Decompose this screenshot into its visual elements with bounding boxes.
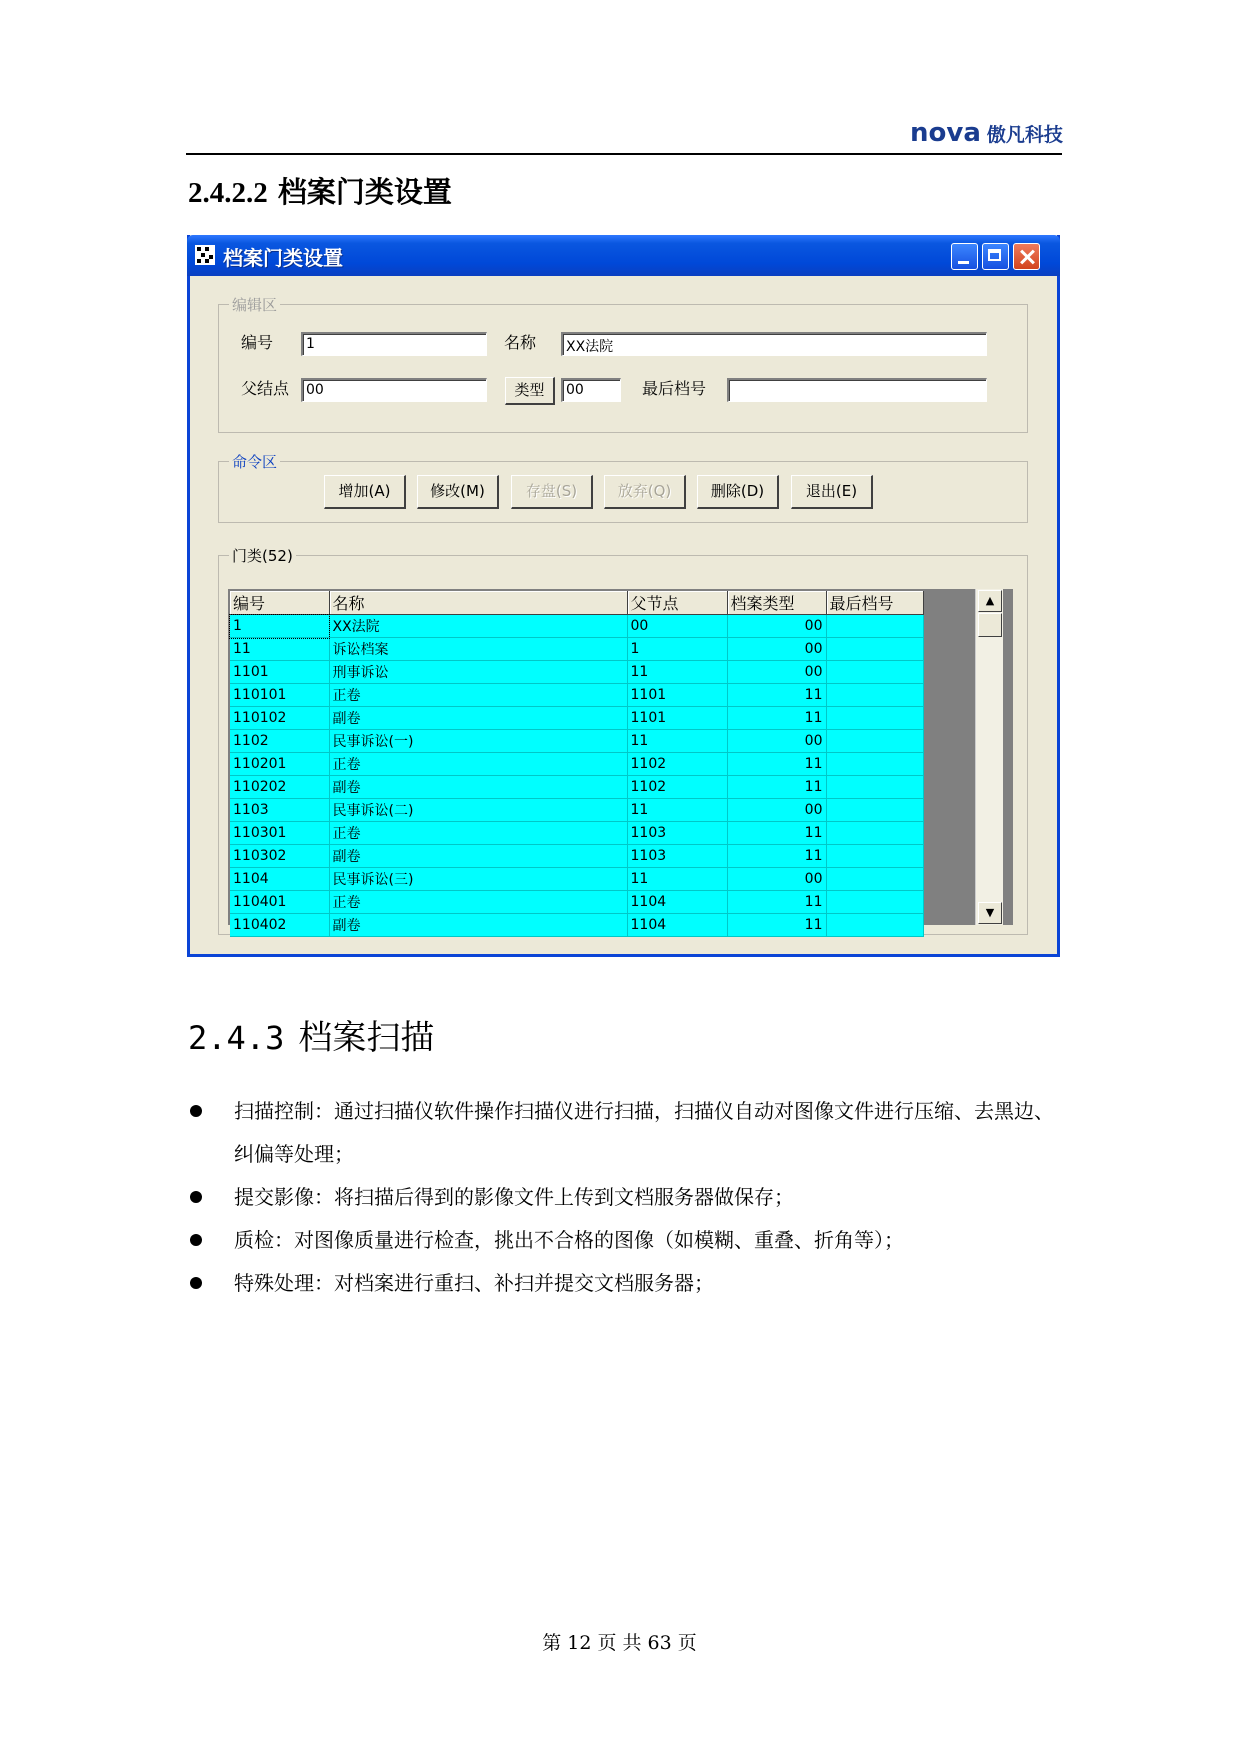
cell-name[interactable]: 副卷	[329, 776, 627, 799]
edit-group-legend: 编辑区	[229, 294, 280, 315]
cell-parent[interactable]: 11	[627, 661, 727, 684]
cell-archive-type[interactable]: 00	[727, 615, 826, 638]
minimize-button[interactable]	[951, 243, 978, 270]
cell-code[interactable]: 110201	[230, 753, 329, 776]
cell-name[interactable]: 民事诉讼(三)	[329, 868, 627, 891]
cell-last-no[interactable]	[826, 799, 923, 822]
cell-last-no[interactable]	[826, 914, 923, 937]
cell-last-no[interactable]	[826, 661, 923, 684]
cell-parent[interactable]: 1103	[627, 845, 727, 868]
grid-scrollbar[interactable]	[975, 589, 1003, 925]
cell-name[interactable]: 副卷	[329, 707, 627, 730]
cell-parent[interactable]: 1103	[627, 822, 727, 845]
cell-archive-type[interactable]: 11	[727, 914, 826, 937]
list-item	[188, 1176, 1068, 1219]
column-header-last-no[interactable]: 最后档号	[826, 591, 923, 615]
cell-archive-type[interactable]: 00	[727, 661, 826, 684]
cell-archive-type[interactable]: 11	[727, 753, 826, 776]
cell-name[interactable]: 民事诉讼(一)	[329, 730, 627, 753]
cell-last-no[interactable]	[826, 707, 923, 730]
bullet-icon	[190, 1234, 202, 1246]
cell-name[interactable]: 正卷	[329, 684, 627, 707]
table-row[interactable]	[230, 730, 923, 753]
cell-parent[interactable]: 1104	[627, 891, 727, 914]
cell-code[interactable]: 110301	[230, 822, 329, 845]
cell-last-no[interactable]	[826, 684, 923, 707]
parent-label: 父结点	[241, 379, 290, 398]
last-no-label: 最后档号	[642, 379, 707, 398]
cell-last-no[interactable]	[826, 615, 923, 638]
cell-last-no[interactable]	[826, 822, 923, 845]
cell-archive-type[interactable]: 00	[727, 868, 826, 891]
list-item-text: 特殊处理：对档案进行重扫、补扫并提交文档服务器；	[234, 1271, 714, 1295]
last-no-field[interactable]	[727, 378, 987, 402]
cell-code[interactable]: 1101	[230, 661, 329, 684]
modify-button[interactable]: 修改(M)	[417, 475, 499, 509]
cell-name[interactable]: 刑事诉讼	[329, 661, 627, 684]
table-row[interactable]	[230, 707, 923, 730]
category-list-legend: 门类(52)	[229, 545, 296, 566]
section-heading-2-4-2-2	[188, 170, 452, 211]
section-number: 2.4.3	[188, 1019, 285, 1057]
cell-name[interactable]: 民事诉讼(二)	[329, 799, 627, 822]
cell-parent[interactable]: 00	[627, 615, 727, 638]
discard-button[interactable]: 放弃(Q)	[604, 475, 686, 509]
cell-code[interactable]: 110101	[230, 684, 329, 707]
scroll-up-icon[interactable]: ▲	[978, 590, 1002, 612]
column-header-name[interactable]: 名称	[329, 591, 627, 615]
list-item	[188, 1262, 1068, 1305]
table-row[interactable]	[230, 776, 923, 799]
cell-archive-type[interactable]: 11	[727, 845, 826, 868]
cell-name[interactable]: 副卷	[329, 845, 627, 868]
cell-archive-type[interactable]: 00	[727, 638, 826, 661]
cell-parent[interactable]: 1101	[627, 684, 727, 707]
cell-archive-type[interactable]: 11	[727, 822, 826, 845]
table-row[interactable]	[230, 661, 923, 684]
command-group-legend: 命令区	[229, 451, 280, 472]
cell-archive-type[interactable]: 11	[727, 707, 826, 730]
bullet-icon	[190, 1277, 202, 1289]
category-settings-window	[187, 235, 1060, 957]
column-header-parent[interactable]: 父节点	[627, 591, 727, 615]
table-row[interactable]	[230, 891, 923, 914]
table-row[interactable]	[230, 845, 923, 868]
scroll-thumb[interactable]	[978, 613, 1002, 637]
cell-last-no[interactable]	[826, 776, 923, 799]
cell-code[interactable]: 1	[230, 615, 329, 638]
table-row[interactable]	[230, 638, 923, 661]
cell-code[interactable]: 110202	[230, 776, 329, 799]
code-field[interactable]: 1	[301, 332, 487, 356]
maximize-button[interactable]	[982, 243, 1009, 270]
cell-name[interactable]: 正卷	[329, 753, 627, 776]
section-heading-2-4-3	[188, 1010, 434, 1059]
cell-last-no[interactable]	[826, 845, 923, 868]
name-label: 名称	[504, 333, 537, 352]
table-header-row	[230, 591, 923, 615]
cell-parent[interactable]: 11	[627, 799, 727, 822]
header-rule	[186, 153, 1062, 155]
list-item-text: 扫描控制：通过扫描仪软件操作扫描仪进行扫描，扫描仪自动对图像文件进行压缩、去黑边、纠偏等处理；	[234, 1099, 1054, 1166]
cell-last-no[interactable]	[826, 868, 923, 891]
table-row[interactable]	[230, 822, 923, 845]
code-label: 编号	[241, 333, 274, 352]
bullet-icon	[190, 1191, 202, 1203]
bullet-icon	[190, 1105, 202, 1117]
cell-code[interactable]: 1102	[230, 730, 329, 753]
cell-name[interactable]: 正卷	[329, 891, 627, 914]
cell-name[interactable]: 诉讼档案	[329, 638, 627, 661]
cell-archive-type[interactable]: 11	[727, 684, 826, 707]
cell-parent[interactable]: 11	[627, 868, 727, 891]
cell-code[interactable]: 1104	[230, 868, 329, 891]
section-title: 档案门类设置	[277, 175, 452, 209]
cell-code[interactable]: 1103	[230, 799, 329, 822]
edit-group	[218, 296, 1028, 433]
cell-parent[interactable]: 1101	[627, 707, 727, 730]
table-row[interactable]	[230, 868, 923, 891]
scroll-down-icon[interactable]: ▼	[978, 902, 1002, 924]
company-logo	[910, 116, 1063, 150]
table-row[interactable]	[230, 615, 923, 638]
cell-code[interactable]: 110102	[230, 707, 329, 730]
page-footer: 第 12 页 共 63 页	[542, 1632, 697, 1654]
list-item	[188, 1219, 1068, 1262]
cell-name[interactable]: XX法院	[329, 615, 627, 638]
cell-parent[interactable]: 1102	[627, 776, 727, 799]
window-titlebar[interactable]	[187, 235, 1060, 276]
table-row[interactable]	[230, 914, 923, 937]
app-icon	[195, 245, 215, 265]
logo-chinese: 傲凡科技	[986, 123, 1063, 146]
cell-name[interactable]: 正卷	[329, 822, 627, 845]
section-number: 2.4.2.2	[188, 177, 268, 209]
type-button[interactable]: 类型	[505, 377, 555, 405]
parent-field[interactable]: 00	[301, 378, 487, 402]
cell-archive-type[interactable]: 00	[727, 799, 826, 822]
cell-code[interactable]: 110401	[230, 891, 329, 914]
window-client-area	[190, 276, 1057, 954]
column-header-archive-type[interactable]: 档案类型	[727, 591, 826, 615]
list-item-text: 提交影像：将扫描后得到的影像文件上传到文档服务器做保存；	[234, 1185, 794, 1209]
add-button[interactable]: 增加(A)	[324, 475, 406, 509]
exit-button[interactable]: 退出(E)	[791, 475, 873, 509]
list-item-text: 质检：对图像质量进行检查，挑出不合格的图像（如模糊、重叠、折角等）；	[234, 1228, 904, 1252]
command-group	[218, 453, 1028, 523]
cell-archive-type[interactable]: 11	[727, 891, 826, 914]
cell-last-no[interactable]	[826, 753, 923, 776]
cell-last-no[interactable]	[826, 638, 923, 661]
list-item	[188, 1090, 1068, 1176]
bullet-list	[188, 1090, 1068, 1305]
table-row[interactable]	[230, 753, 923, 776]
window-title: 档案门类设置	[223, 246, 343, 270]
cell-parent[interactable]: 1102	[627, 753, 727, 776]
save-button[interactable]: 存盘(S)	[511, 475, 593, 509]
type-field[interactable]: 00	[561, 378, 621, 402]
cell-archive-type[interactable]: 11	[727, 776, 826, 799]
table-row[interactable]	[230, 684, 923, 707]
category-grid[interactable]	[228, 589, 1013, 934]
cell-parent[interactable]: 11	[627, 730, 727, 753]
cell-last-no[interactable]	[826, 730, 923, 753]
cell-code[interactable]: 110402	[230, 914, 329, 937]
close-button[interactable]	[1013, 243, 1040, 270]
column-header-code[interactable]: 编号	[230, 591, 329, 615]
cell-parent[interactable]: 1104	[627, 914, 727, 937]
name-field[interactable]: XX法院	[561, 332, 987, 356]
logo-wordmark: nova	[910, 118, 981, 148]
cell-code[interactable]: 11	[230, 638, 329, 661]
cell-name[interactable]: 副卷	[329, 914, 627, 937]
cell-parent[interactable]: 1	[627, 638, 727, 661]
category-table	[230, 591, 924, 937]
cell-archive-type[interactable]: 00	[727, 730, 826, 753]
cell-last-no[interactable]	[826, 891, 923, 914]
section-title: 档案扫描	[298, 1018, 435, 1058]
delete-button[interactable]: 删除(D)	[697, 475, 779, 509]
cell-code[interactable]: 110302	[230, 845, 329, 868]
table-row[interactable]	[230, 799, 923, 822]
